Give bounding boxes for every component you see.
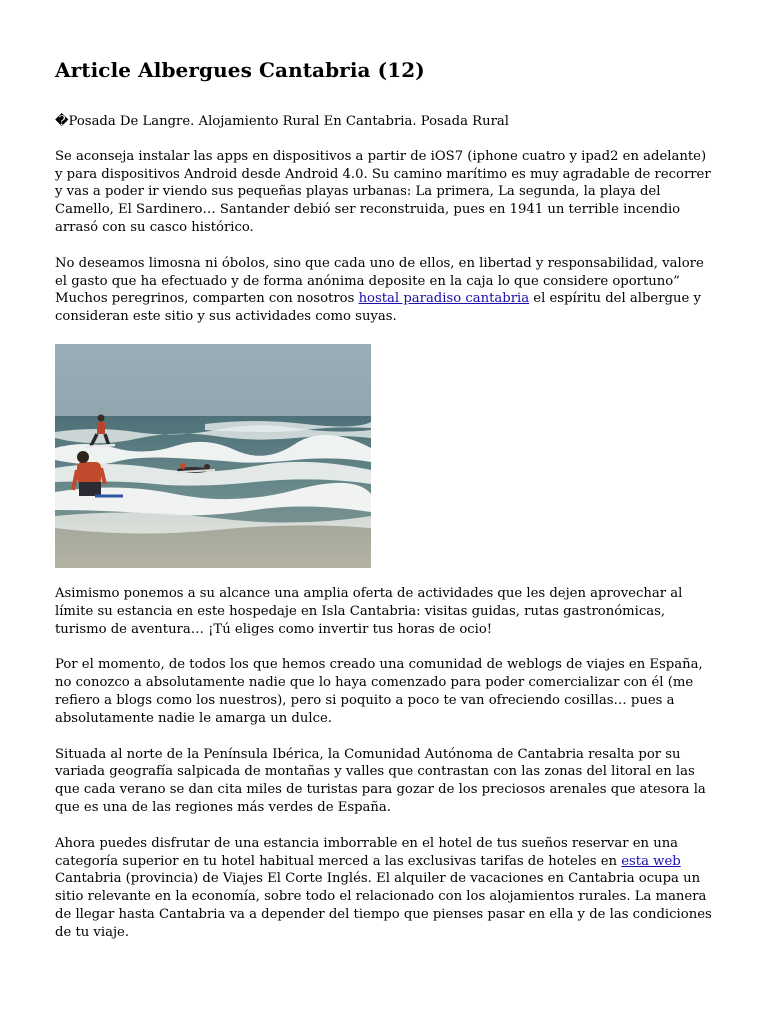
hostal-paradiso-link[interactable]: hostal paradiso cantabria <box>358 291 530 307</box>
paragraph-4: Por el momento, de todos los que hemos creado una comunidad de weblogs de viajes en España, no conozco a absolutamente nadie que lo haya comenzado para poder comercializar con él (me refiero a blogs como los nuestros), pero si poquito a poco te van ofreciendo cosillas… pues a absolutamente nadie le amarga un dulce. <box>55 657 703 726</box>
paragraph-6 <box>55 835 715 942</box>
paragraph-5: Situada al norte de la Península Ibérica, la Comunidad Autónoma de Cantabria resalta por su variada geografía salpicada de montañas y valles que contrastan con las zonas del litoral en las que cada verano se dan cita miles de turistas para gozar de los preciosos arenales que atesora la que es una de las regiones más verdes de España. <box>55 746 706 815</box>
paragraph-1: Se aconseja instalar las apps en dispositivos a partir de iOS7 (iphone cuatro y ipad2 en adelante) y para dispositivos Android desde Android 4.0. Su camino marítimo es muy agradable de recorrer y vas a poder ir viendo sus pequeñas playas urbanas: La primera, La segunda, la playa del Camello, El Sardinero… Santander debió ser reconstruida, pues en 1941 un terrible incendio arrasó con su casco histórico. <box>55 148 711 235</box>
paragraph-2 <box>55 255 715 326</box>
paragraph-2-text-before: No deseamos limosna ni óbolos, sino que cada uno de ellos, en libertad y responsabilidad, valore el gasto que ha efectuado y de forma anónima deposite en la caja lo que considere oportuno” Muchos peregrinos, comparten con nosotros <box>55 255 704 307</box>
paragraph-2-text-after: el espíritu del albergue y consideran este sitio y sus actividades como suyas. <box>55 291 701 325</box>
article-subtitle: �Posada De Langre. Alojamiento Rural En Cantabria. Posada Rural <box>55 114 509 129</box>
surfers-in-waves-photo <box>55 344 371 568</box>
page-title: Article Albergues Cantabria (12) <box>55 58 425 82</box>
article <box>55 0 715 942</box>
paragraph-3: Asimismo ponemos a su alcance una amplia oferta de actividades que les dejen aprovechar al límite su estancia en este hospedaje en Isla Cantabria: visitas guidas, rutas gastronómicas, turismo de aventura… ¡Tú eliges como invertir tus horas de ocio! <box>55 585 683 637</box>
paragraph-6-text-before: Ahora puedes disfrutar de una estancia imborrable en el hotel de tus sueños reservar en una categoría superior en tu hotel habitual merced a las exclusivas tarifas de hoteles en <box>55 835 679 869</box>
esta-web-link[interactable]: esta web <box>621 853 681 869</box>
paragraph-6-text-after: Cantabria (provincia) de Viajes El Corte Inglés. El alquiler de vacaciones en Cantabria ocupa un sitio relevante en la economía, sobre todo el relacionado con los alojamientos rurales. La manera de llegar hasta Cantabria va a depender del tiempo que pienses pasar en ella y de las condiciones de tu viaje. <box>55 871 712 940</box>
